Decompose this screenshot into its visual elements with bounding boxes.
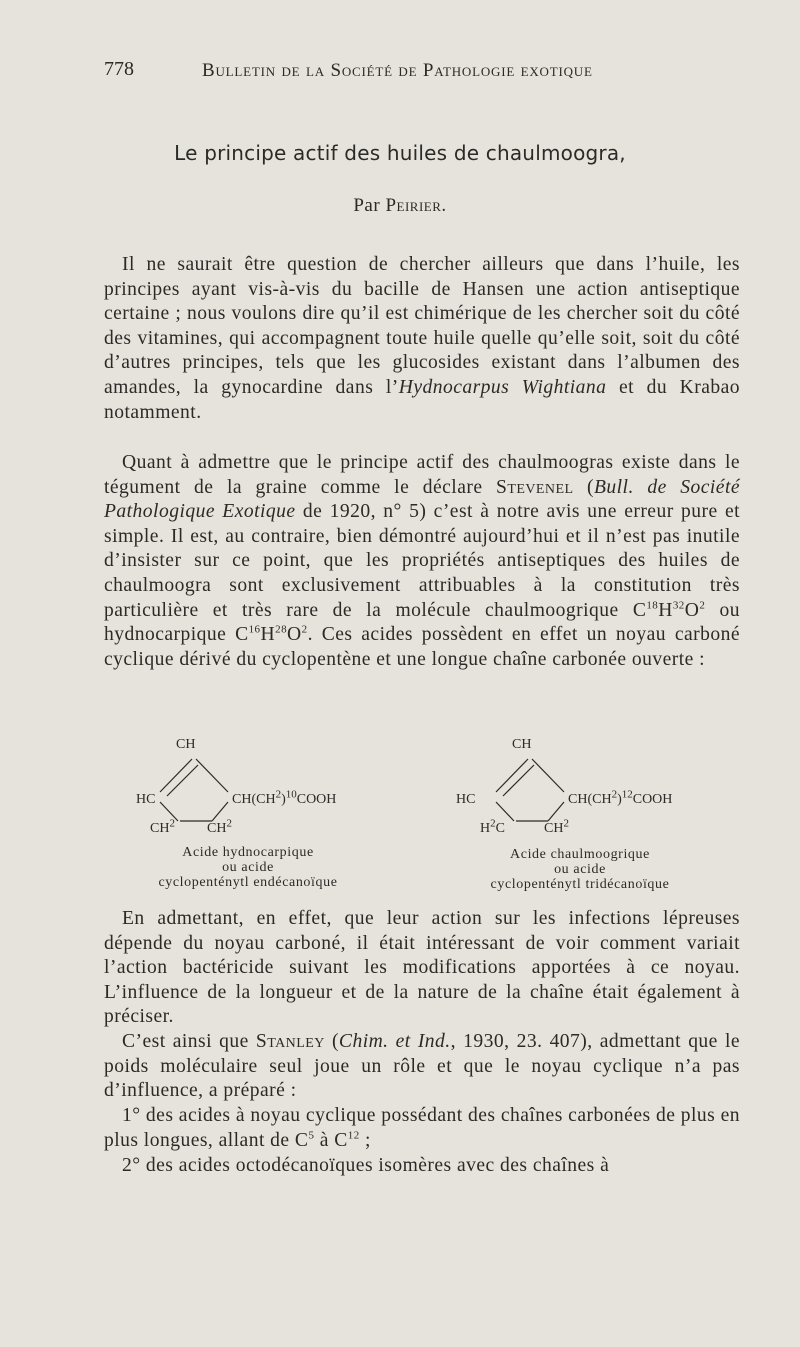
author-prefix: Par bbox=[353, 195, 381, 216]
subscript-number: 16 bbox=[248, 623, 261, 636]
ring-label-left: HC bbox=[136, 792, 156, 807]
page-header bbox=[104, 58, 704, 88]
cyclopentene-ring-diagram bbox=[440, 735, 740, 835]
ring-label-bottom-left: $CH^2$ bbox=[150, 817, 175, 836]
page-number: 778 bbox=[104, 58, 134, 80]
cited-author: Stanley bbox=[255, 1031, 325, 1052]
paragraph-4 bbox=[104, 1030, 740, 1104]
author-name: Peirier. bbox=[385, 195, 447, 216]
text-run: ; bbox=[359, 1129, 371, 1151]
caption-line: ou acide bbox=[554, 862, 606, 877]
text-run: H bbox=[260, 624, 276, 646]
text-run: O bbox=[684, 599, 700, 621]
paragraph-5 bbox=[104, 1104, 740, 1153]
ring-label-bottom-right: $CH^2$ bbox=[544, 817, 569, 836]
text-run: ou hydnocarpique C bbox=[104, 599, 740, 646]
text-run: H bbox=[658, 599, 673, 621]
cyclopentene-ring-diagram bbox=[120, 735, 410, 835]
text-run: . Ces acides possèdent en effet un noyau carboné cyclique dérivé du cyclopentène et une longue chaîne carbonée ouverte : bbox=[104, 624, 740, 670]
caption-line: Acide hydnocarpique bbox=[182, 845, 314, 860]
text-run: et du Krabao notamment. bbox=[104, 376, 741, 423]
text-run: Quant à admettre que le principe actif des chaulmoogras existe dans le tégument de la graine comme le déclare bbox=[104, 452, 740, 498]
text-run: O bbox=[287, 624, 302, 646]
paragraph-6: 2° des acides octodécanoïques isomères avec des chaînes à bbox=[122, 1155, 610, 1176]
text-run: ( bbox=[573, 476, 594, 498]
ring-label-right: $CH(CH^2)^{12}COOH$ bbox=[568, 788, 673, 807]
caption-line: cyclopenténytl endécanoïque bbox=[158, 875, 338, 890]
subscript-number: 12 bbox=[347, 1129, 360, 1142]
subscript-number: 2 bbox=[301, 623, 308, 636]
ring-label-right: $CH(CH^2)^{10}COOH$ bbox=[232, 788, 337, 807]
ring-label-top: CH bbox=[176, 737, 196, 752]
text-run: Il ne saurait être question de chercher ailleurs que dans l’huile, les principes ayant vis-à-vis du bacille de Hansen une action antiseptique certaine ; nous voulons dire qu’il est chimérique de les chercher soit du côté des vitamines, qui accompagnent toute huile quelle qu’elle soit, soit du côté d’autres principes, tels que les glucosides existant dans l’albumen des amandes, la gynocardine dans l’ bbox=[104, 254, 740, 398]
ring-label-bottom-left: $H^2C$ bbox=[480, 817, 505, 836]
formula-caption bbox=[138, 845, 358, 890]
formula-caption bbox=[460, 847, 700, 892]
text-run: , 1930, 23. 407), admettant que le poids moléculaire seul joue un rôle et que le noyau cyclique n’a pas d’influence, a préparé : bbox=[104, 1031, 740, 1102]
paragraph-1 bbox=[104, 253, 740, 425]
italic-run: Chim. et Ind. bbox=[338, 1031, 451, 1052]
article-author bbox=[0, 195, 800, 217]
italic-run: Bull. de Société Pathologique Exotique bbox=[104, 476, 740, 523]
paragraph-2 bbox=[104, 451, 740, 672]
text-run: C’est ainsi que bbox=[122, 1031, 256, 1052]
paragraph-3: En admettant, en effet, que leur action sur les infections lépreuses dépende du noyau carboné, il était intéressant de voir comment variait l’action bactéricide suivant les modifications apportées à ce noyau. L’influence de la longueur et de la nature de la chaîne était également à préciser. bbox=[104, 908, 740, 1028]
subscript-number: 32 bbox=[672, 599, 685, 612]
ring-label-top: CH bbox=[512, 737, 532, 752]
subscript-number: 2 bbox=[699, 599, 706, 612]
caption-line: ou acide bbox=[222, 860, 274, 875]
ring-label-bottom-right: $CH^2$ bbox=[207, 817, 232, 836]
caption-line: Acide chaulmoogrique bbox=[510, 847, 650, 862]
text-run: ( bbox=[324, 1031, 339, 1052]
text-run: de 1920, n° 5) c’est à notre avis une erreur pure et simple. Il est, au contraire, bien démontré aujourd’hui et il n’est pas inutile d’insister sur ce point, que les propriétés antiseptiques des huiles de chaulmoogra sont exclusivement attribuables à la constitution très particulière et très rare de la molécule chaulmoogrique C bbox=[104, 501, 740, 621]
ring-label-left: HC bbox=[456, 792, 476, 807]
formula-hydnocarpique bbox=[120, 735, 410, 895]
text-run: 1° des acides à noyau cyclique possédant des chaînes carbonées de plus en plus longues, allant de C bbox=[104, 1105, 740, 1151]
caption-line: cyclopenténytl tridécanoïque bbox=[490, 877, 670, 892]
running-head: Bulletin de la Société de Pathologie exotique bbox=[202, 60, 593, 81]
cited-author: Stevenel bbox=[496, 476, 574, 498]
article-title: Le principe actif des huiles de chaulmoogra, bbox=[174, 141, 626, 165]
formula-chaulmoogrique bbox=[440, 735, 740, 895]
subscript-number: 5 bbox=[308, 1129, 315, 1142]
italic-run: Hydnocarpus Wightiana bbox=[398, 376, 607, 398]
subscript-number: 18 bbox=[646, 599, 659, 612]
text-run: à C bbox=[314, 1129, 348, 1151]
subscript-number: 28 bbox=[275, 623, 288, 636]
